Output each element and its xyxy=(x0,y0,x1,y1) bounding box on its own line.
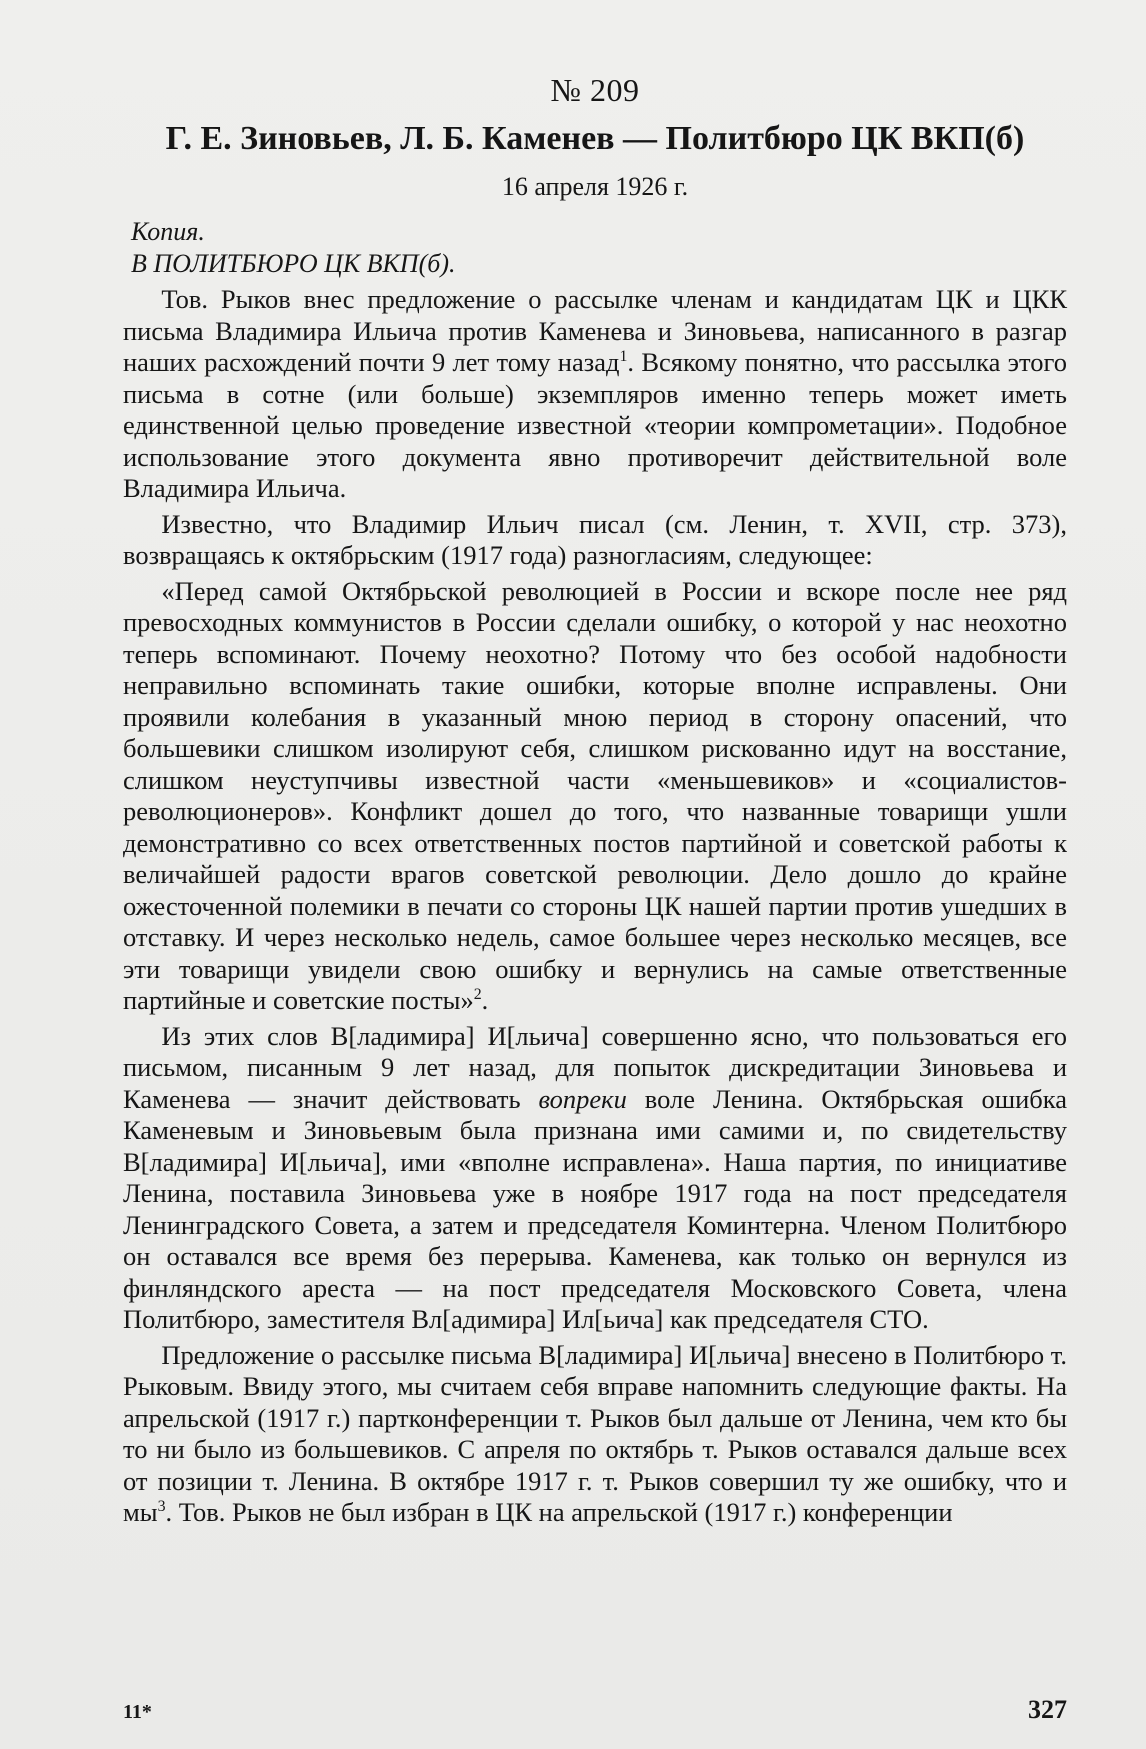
paragraph-4-pre: Из этих слов В[ладимира] И[льича] совершенно ясно, что пользоваться его письмом, писанным 9 лет назад, для попыток дискредитации Зиновьева и Каменева — значит действовать xyxy=(123,1020,1067,1114)
paragraph-3-tail: . xyxy=(481,985,489,1015)
document-title: Г. Е. Зиновьев, Л. Б. Каменев — Политбюро ЦК ВКП(б) xyxy=(165,120,1025,157)
paragraph-5-tail: . Тов. Рыков не был избран в ЦК на апрельской (1917 г.) конференции xyxy=(165,1497,953,1527)
footnote-ref-1: 1 xyxy=(619,348,628,366)
paragraph-1-tail: . Всякому понятно, что рассылка этого письма в сотне (или больше) экземпляров именно теперь может иметь единственной целью проведение известной «теории компрометации». Подобное использование этого документа явно противоречит действительной воле Владимира Ильича. xyxy=(123,347,1067,503)
paragraph-3-text: «Перед самой Октябрьской революцией в России и вскоре после нее ряд превосходных коммунистов в России сделали ошибку, о которой у нас неохотно теперь вспоминают. Почему неохотно? Потому что без особой надобности неправильно вспоминать такие ошибки, которые вполне исправлены. Они проявили колебания в указанный мною период в сторону опасений, что большевики слишком изолируют себя, слишком рискованно идут на восстание, слишком неуступчивы известной части «меньшевиков» и «социалистов-революционеров». Конфликт дошел до того, что названные товарищи ушли демонстративно со всех ответственных постов партийной и советской работы к величайшей радости врагов советской революции. Дело дошло до крайне ожесточенной полемики в печати со стороны ЦК нашей партии против ушедших в отставку. И через несколько недель, самое большее через несколько месяцев, все эти товарищи увидели свою ошибку и вернулись на самые ответственные партийные и советские посты» xyxy=(123,575,1067,1015)
paragraph-3-quote xyxy=(123,576,1067,1017)
paragraph-1-text: Тов. Рыков внес предложение о рассылке членам и кандидатам ЦК и ЦКК письма Владимира Ильича против Каменева и Зиновьева, написанного в разгар наших расхождений почти 9 лет тому назад xyxy=(123,284,1067,377)
copy-label: Копия. xyxy=(131,217,205,246)
paragraph-2: Известно, что Владимир Ильич писал (см. Ленин, т. XVII, стр. 373), возвращаясь к октябрьским (1917 года) разногласиям, следующее: xyxy=(123,508,1067,570)
paragraph-4-post: воле Ленина. Октябрьская ошибка Каменевым и Зиновьевым была признана ими самими и, по свидетельству В[ладимира] И[льича], ими «вполне исправлена». Наша партия, по инициативе Ленина, поставила Зиновьева уже в ноябре 1917 года на пост председателя Ленинградского Совета, а затем и председателя Коминтерна. Членом Политбюро он оставался все время без перерыва. Каменева, как только он вернулся из финляндского ареста — на пост председателя Московского Совета, члена Политбюро, заместителя Вл[адимира] Ил[ьича] как председателя СТО. xyxy=(123,1083,1067,1334)
signature-mark: 11* xyxy=(123,1701,152,1723)
text-column xyxy=(123,70,1067,1529)
page-footer xyxy=(123,1695,1067,1725)
page-number: 327 xyxy=(1028,1695,1067,1724)
addressee: В ПОЛИТБЮРО ЦК ВКП(б). xyxy=(131,249,456,278)
footnote-ref-2: 2 xyxy=(473,986,482,1004)
paragraph-5-text: Предложение о рассылке письма В[ладимира] И[льича] внесено в Политбюро т. Рыковым. Ввиду этого, мы считаем себя вправе напомнить следующие факты. На апрельской (1917 г.) партконференции т. Рыков был дальше от Ленина, чем кто бы то ни было из большевиков. С апреля по октябрь т. Рыков оставался дальше всех от позиции т. Ленина. В октябре 1917 г. т. Рыков совершил ту же ошибку, что и мы xyxy=(123,1339,1067,1527)
paragraph-1 xyxy=(123,284,1067,505)
document-number: № 209 xyxy=(550,72,640,108)
document-date: 16 апреля 1926 г. xyxy=(501,172,689,201)
emphasis-word: вопреки xyxy=(538,1083,627,1114)
paragraph-4 xyxy=(123,1021,1067,1336)
paragraph-5 xyxy=(123,1340,1067,1529)
footnote-ref-3: 3 xyxy=(157,1498,166,1516)
